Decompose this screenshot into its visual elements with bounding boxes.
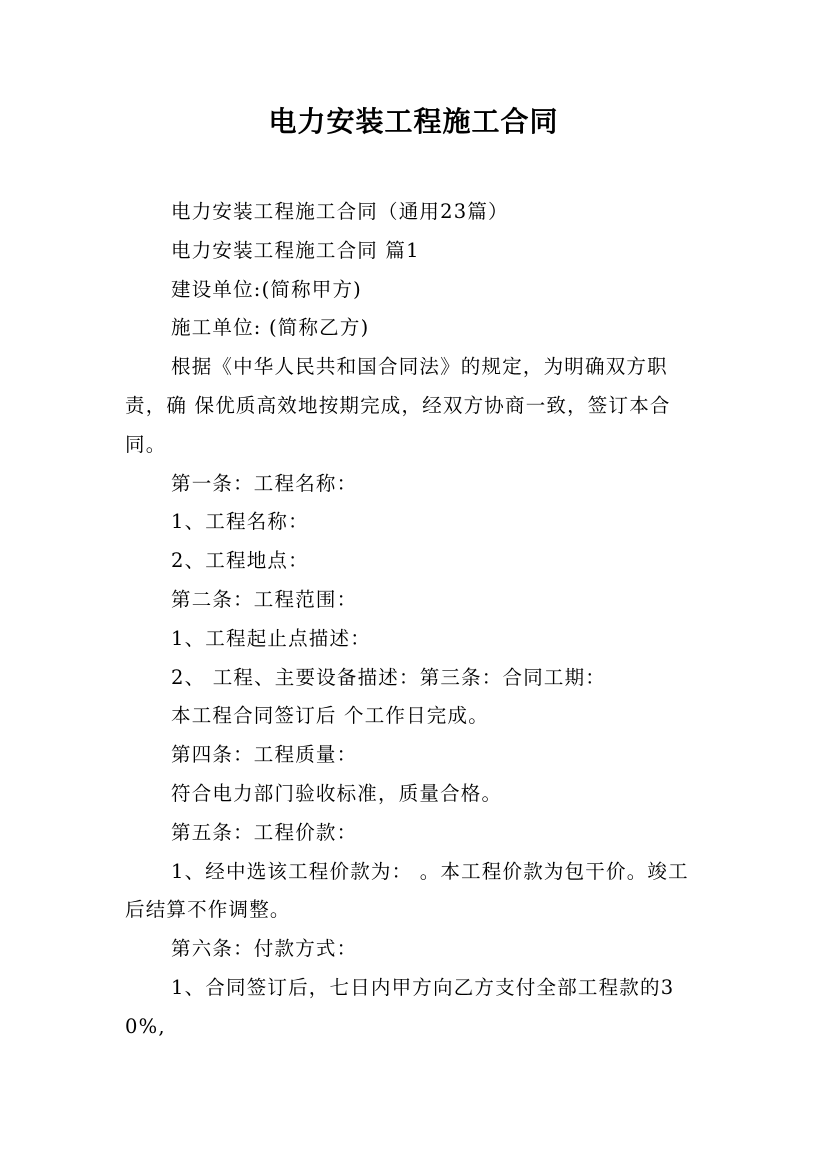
paragraph-payment-terms: 1、合同签订后，七日内甲方向乙方支付全部工程款的30%, bbox=[125, 975, 675, 1038]
paragraph-subtitle: 电力安装工程施工合同（通用23篇） bbox=[171, 200, 509, 223]
paragraph-article-5: 第五条：工程价款： bbox=[171, 820, 358, 844]
paragraph-schedule: 本工程合同签订后 个工作日完成。 bbox=[171, 704, 489, 728]
paragraph-article-4: 第四条：工程质量： bbox=[171, 743, 358, 767]
document-title: 电力安装工程施工合同 bbox=[268, 105, 559, 138]
paragraph-chapter-heading: 电力安装工程施工合同 篇1 bbox=[171, 238, 420, 262]
paragraph-article-2: 第二条：工程范围： bbox=[171, 587, 358, 611]
document-body bbox=[125, 193, 705, 1047]
paragraph-article-1: 第一条：工程名称： bbox=[171, 471, 358, 495]
paragraph-party-a: 建设单位:(简称甲方) bbox=[171, 277, 362, 301]
paragraph-project-location: 2、工程地点： bbox=[171, 549, 309, 573]
paragraph-article-6: 第六条：付款方式： bbox=[171, 937, 358, 961]
paragraph-project-name: 1、工程名称： bbox=[171, 510, 309, 534]
paragraph-price: 1、经中选该工程价款为： 。本工程价款为包干价。竣工后结算不作调整。 bbox=[125, 859, 689, 922]
paragraph-preamble: 根据《中华人民共和国合同法》的规定，为明确双方职责，确 保优质高效地按期完成，经双方协商一致，签订本合同。 bbox=[125, 355, 671, 456]
paragraph-scope-description: 1、工程起止点描述： bbox=[171, 626, 371, 650]
paragraph-quality-standard: 符合电力部门验收标准，质量合格。 bbox=[171, 781, 503, 805]
paragraph-equipment-and-article-3: 2、 工程、主要设备描述：第三条：合同工期： bbox=[171, 665, 607, 689]
paragraph-party-b: 施工单位: (简称乙方) bbox=[171, 316, 370, 340]
